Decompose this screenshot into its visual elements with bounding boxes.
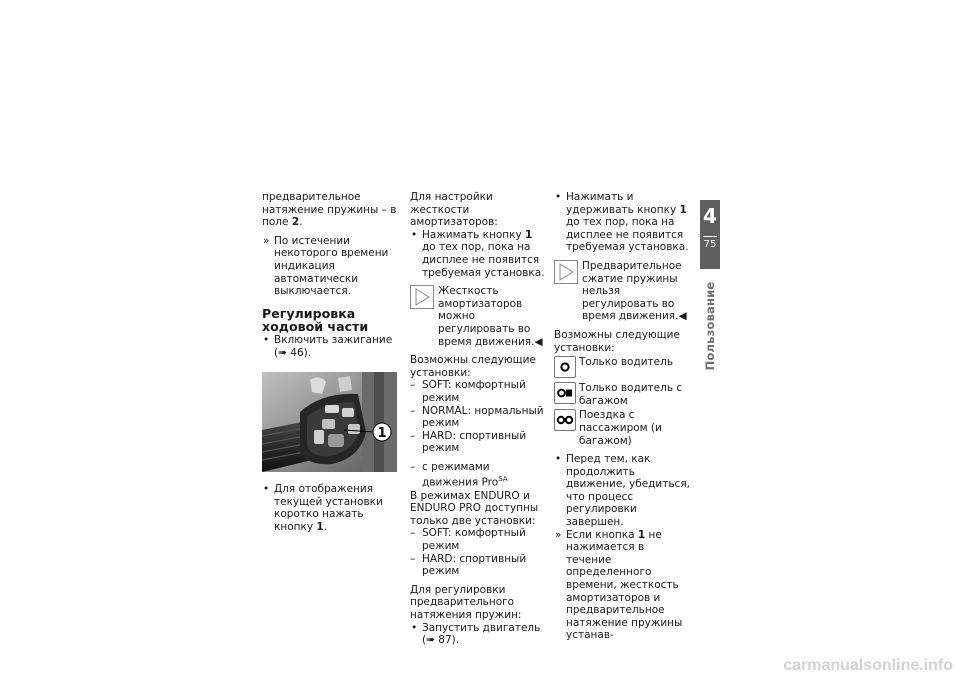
chapter-side-label: Пользование: [703, 281, 717, 371]
mode-rider-luggage: Только водитель с багажом: [554, 382, 692, 407]
option-pro-modes: – с режимами движения Pro$^{SA}$: [410, 460, 508, 489]
column-2: [410, 191, 546, 647]
option-hard: – HARD: спортивный режим: [410, 429, 527, 455]
note-preload-not-while-riding: Предварительное сжатие пружины нельзя регулировать во время движения.◀: [554, 260, 692, 323]
rider-luggage-icon: [554, 382, 576, 404]
column-1: [262, 191, 397, 534]
paragraph-options: Возможны следующие установки:: [410, 354, 536, 379]
bullet-show-current: • Для отображения текущей установки коротко нажать кнопку 1.: [263, 483, 383, 533]
bullet-press-hold: • Нажимать и удерживать кнопку 1 до тех пор, пока на дисплее не появится требуемая установка.: [555, 191, 689, 254]
result-auto-off: » По истечении некоторого времени индикация автоматически выключается.: [263, 234, 389, 298]
paragraph-preload: Для регулировки предварительного натяжения пружин:: [410, 583, 522, 621]
chapter-number: 4: [703, 204, 717, 228]
option-normal: – NORMAL: нормальный режим: [410, 404, 544, 430]
bullet-start-engine: • Запустить двигатель (➠ 87).: [411, 621, 541, 647]
mode-passenger: Поездка с пассажиром (и багажом): [554, 409, 692, 447]
rider-icon: [554, 356, 576, 378]
paragraph-options: Возможны следующие установки:: [554, 328, 680, 354]
note-triangle-icon: [554, 260, 578, 284]
handlebar-switch-photo: [262, 372, 397, 472]
bullet-ignition-on: • Включить зажигание (➠ 46).: [263, 333, 393, 359]
paragraph-spring-preload: предварительное натяжение пружины – в поле 2.: [262, 191, 397, 229]
section-heading: Регулировка ходовой части: [262, 305, 369, 335]
watermark: carmanualsonline.info: [783, 657, 953, 674]
column-3: [554, 191, 692, 642]
option-soft-enduro: – SOFT: комфортный режим: [410, 527, 526, 552]
chapter-tab: [700, 200, 720, 269]
paragraph-enduro: В режимах ENDURO и ENDURO PRO доступны только две установки:: [410, 489, 539, 527]
mode-rider-only: Только водитель: [554, 356, 692, 380]
note-damping-while-riding: Жесткость амортизаторов можно регулировать во время движения.◀: [410, 285, 546, 348]
page-number: 75: [703, 236, 717, 251]
result-timeout: » Если кнопка 1 не нажимается в течение определенного времени, жесткость амортизаторов и предварительное натяжение пружины устанав-: [555, 528, 683, 642]
passenger-icon: [554, 409, 576, 431]
option-hard-enduro: – HARD: спортивный режим: [410, 552, 527, 578]
callout-1-label: 1: [377, 426, 387, 442]
bullet-press-button: • Нажимать кнопку 1 до тех пор, пока на дисплее не появится требуемая установка.: [411, 228, 545, 279]
note-triangle-icon: [410, 285, 434, 309]
bullet-check-finished: • Перед тем, как продолжить движение, убедиться, что процесс регулировки завершен.: [555, 453, 690, 529]
option-soft: – SOFT: комфортный режим: [410, 379, 526, 404]
paragraph-damping: Для настройки жесткости амортизаторов:: [410, 191, 498, 229]
